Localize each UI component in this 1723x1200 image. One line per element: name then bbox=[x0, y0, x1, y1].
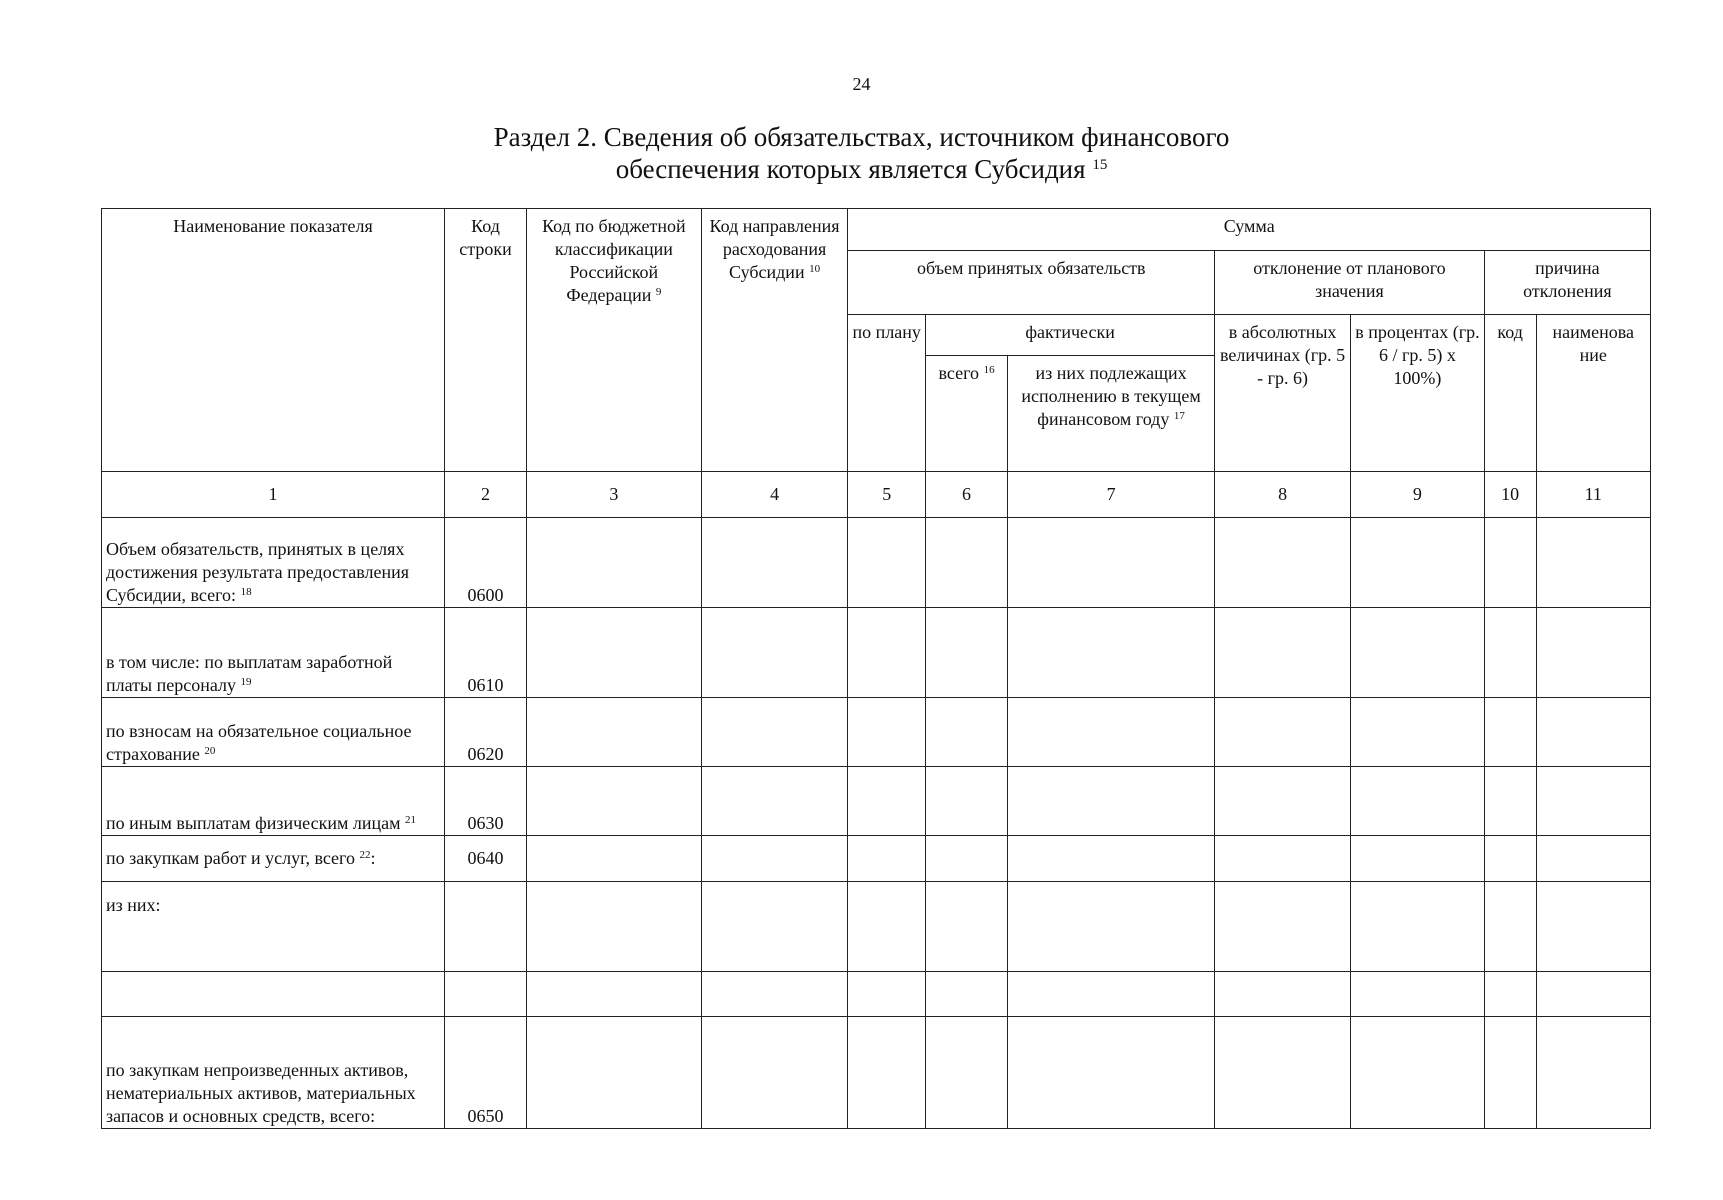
cell[interactable] bbox=[848, 972, 926, 1017]
row-code bbox=[445, 882, 527, 972]
cell[interactable] bbox=[848, 882, 926, 972]
cell[interactable] bbox=[1008, 608, 1215, 698]
cell[interactable] bbox=[1351, 882, 1485, 972]
cell[interactable] bbox=[1484, 882, 1536, 972]
cell[interactable] bbox=[848, 698, 926, 767]
column-number: 2 bbox=[445, 472, 527, 518]
cell[interactable] bbox=[701, 836, 848, 882]
cell[interactable] bbox=[926, 698, 1008, 767]
cell[interactable] bbox=[701, 518, 848, 608]
column-number: 5 bbox=[848, 472, 926, 518]
cell[interactable] bbox=[526, 836, 701, 882]
table-row-empty bbox=[102, 972, 1651, 1017]
cell[interactable] bbox=[1215, 882, 1351, 972]
cell[interactable] bbox=[1008, 698, 1215, 767]
cell[interactable] bbox=[701, 972, 848, 1017]
cell[interactable] bbox=[1008, 836, 1215, 882]
row-code: 0600 bbox=[445, 518, 527, 608]
header-direction-code-footnote: 10 bbox=[809, 263, 821, 275]
row-name-suffix: : bbox=[370, 848, 376, 868]
cell[interactable] bbox=[848, 767, 926, 836]
row-name-text: по взносам на обязательное социальное страхование bbox=[106, 721, 412, 764]
header-indicator-name: Наименование показателя bbox=[102, 209, 445, 472]
cell[interactable] bbox=[1351, 698, 1485, 767]
cell[interactable] bbox=[1484, 518, 1536, 608]
column-number: 8 bbox=[1215, 472, 1351, 518]
cell[interactable] bbox=[1215, 698, 1351, 767]
header-sum: Сумма bbox=[848, 209, 1651, 251]
row-code: 0620 bbox=[445, 698, 527, 767]
header-row-code: Код строки bbox=[445, 209, 527, 472]
section-title-line-1: Раздел 2. Сведения об обязательствах, источником финансового bbox=[493, 122, 1230, 152]
section-title-line-2 bbox=[0, 153, 1723, 185]
table-row-0600 bbox=[102, 518, 1651, 608]
row-name bbox=[102, 972, 445, 1017]
cell[interactable] bbox=[1484, 608, 1536, 698]
cell[interactable] bbox=[1008, 518, 1215, 608]
row-name bbox=[102, 767, 445, 836]
cell[interactable] bbox=[1536, 972, 1650, 1017]
cell[interactable] bbox=[926, 882, 1008, 972]
obligations-table bbox=[101, 208, 1651, 1129]
header-of-them-text: из них подлежащих исполнению в текущем финансовом году bbox=[1021, 363, 1201, 429]
table-row-0650 bbox=[102, 1017, 1651, 1129]
cell[interactable] bbox=[526, 1017, 701, 1129]
cell[interactable] bbox=[1008, 972, 1215, 1017]
cell[interactable] bbox=[1536, 608, 1650, 698]
header-percent: в процентах (гр. 6 / гр. 5) x 100%) bbox=[1351, 315, 1485, 472]
header-of-them bbox=[1008, 356, 1215, 472]
row-name-text: Объем обязательств, принятых в целях достижения результата предоставления Субсидии, всего: bbox=[106, 539, 410, 605]
cell[interactable] bbox=[1351, 608, 1485, 698]
header-direction-code bbox=[701, 209, 848, 472]
cell[interactable] bbox=[526, 698, 701, 767]
cell[interactable] bbox=[1008, 882, 1215, 972]
row-footnote: 20 bbox=[204, 745, 216, 757]
row-code: 0630 bbox=[445, 767, 527, 836]
cell[interactable] bbox=[1484, 972, 1536, 1017]
row-footnote: 18 bbox=[240, 586, 252, 598]
section-title bbox=[0, 121, 1723, 185]
cell[interactable] bbox=[1351, 1017, 1485, 1129]
column-number: 9 bbox=[1351, 472, 1485, 518]
column-number: 11 bbox=[1536, 472, 1650, 518]
header-absolute: в абсолютных величинах (гр. 5 - гр. 6) bbox=[1215, 315, 1351, 472]
page-number: 24 bbox=[852, 74, 871, 94]
cell[interactable] bbox=[701, 767, 848, 836]
cell[interactable] bbox=[526, 767, 701, 836]
table-row-0630 bbox=[102, 767, 1651, 836]
cell[interactable] bbox=[1484, 1017, 1536, 1129]
row-name bbox=[102, 698, 445, 767]
header-by-plan: по плану bbox=[848, 315, 926, 472]
cell[interactable] bbox=[701, 698, 848, 767]
cell[interactable] bbox=[1351, 767, 1485, 836]
column-number: 4 bbox=[701, 472, 848, 518]
header-budget-code bbox=[526, 209, 701, 472]
cell[interactable] bbox=[1008, 767, 1215, 836]
cell[interactable] bbox=[1484, 767, 1536, 836]
section-title-line-2-text: обеспечения которых является Субсидия bbox=[615, 154, 1086, 184]
cell[interactable] bbox=[1536, 767, 1650, 836]
cell[interactable] bbox=[1215, 518, 1351, 608]
cell[interactable] bbox=[926, 1017, 1008, 1129]
header-deviation: отклонение от планового значения bbox=[1215, 251, 1485, 315]
header-total-text: всего bbox=[938, 363, 980, 383]
cell[interactable] bbox=[848, 518, 926, 608]
header-total bbox=[926, 356, 1008, 472]
cell[interactable] bbox=[526, 608, 701, 698]
header-reason: причина отклонения bbox=[1484, 251, 1650, 315]
cell[interactable] bbox=[1484, 836, 1536, 882]
table-row-of-them bbox=[102, 882, 1651, 972]
row-name bbox=[102, 836, 445, 882]
cell[interactable] bbox=[526, 972, 701, 1017]
cell[interactable] bbox=[1215, 972, 1351, 1017]
cell[interactable] bbox=[1215, 608, 1351, 698]
table-row-0620 bbox=[102, 698, 1651, 767]
row-name: из них: bbox=[102, 882, 445, 972]
cell[interactable] bbox=[1351, 836, 1485, 882]
row-name: по закупкам непроизведенных активов, нематериальных активов, материальных запасов и основных средств, всего: bbox=[102, 1017, 445, 1129]
cell[interactable] bbox=[926, 972, 1008, 1017]
column-number: 10 bbox=[1484, 472, 1536, 518]
cell[interactable] bbox=[1351, 972, 1485, 1017]
cell[interactable] bbox=[1536, 1017, 1650, 1129]
section-title-footnote: 15 bbox=[1092, 157, 1108, 173]
column-number: 6 bbox=[926, 472, 1008, 518]
cell[interactable] bbox=[1215, 836, 1351, 882]
row-footnote: 21 bbox=[405, 814, 416, 826]
cell[interactable] bbox=[926, 836, 1008, 882]
header-reason-code: код bbox=[1484, 315, 1536, 472]
row-name-text: в том числе: по выплатам заработной платы персоналу bbox=[106, 652, 393, 695]
cell[interactable] bbox=[1215, 1017, 1351, 1129]
column-number: 1 bbox=[102, 472, 445, 518]
cell[interactable] bbox=[701, 1017, 848, 1129]
cell[interactable] bbox=[1351, 518, 1485, 608]
table-row-0640 bbox=[102, 836, 1651, 882]
row-name bbox=[102, 518, 445, 608]
cell[interactable] bbox=[926, 608, 1008, 698]
header-budget-code-footnote: 9 bbox=[655, 286, 662, 298]
cell[interactable] bbox=[1536, 698, 1650, 767]
cell[interactable] bbox=[1008, 1017, 1215, 1129]
row-name-text: по иным выплатам физическим лицам bbox=[106, 813, 401, 833]
column-number: 7 bbox=[1008, 472, 1215, 518]
cell[interactable] bbox=[526, 518, 701, 608]
row-code: 0650 bbox=[445, 1017, 527, 1129]
header-accepted-volume: объем принятых обязательств bbox=[848, 251, 1215, 315]
cell[interactable] bbox=[1536, 836, 1650, 882]
cell[interactable] bbox=[1484, 698, 1536, 767]
cell[interactable] bbox=[1536, 518, 1650, 608]
cell[interactable] bbox=[848, 836, 926, 882]
row-name-text: по закупкам работ и услуг, всего bbox=[106, 848, 355, 868]
row-footnote: 22 bbox=[359, 849, 371, 861]
header-of-them-footnote: 17 bbox=[1173, 410, 1185, 422]
cell[interactable] bbox=[1536, 882, 1650, 972]
cell[interactable] bbox=[926, 767, 1008, 836]
cell[interactable] bbox=[701, 882, 848, 972]
header-reason-name: наименова ние bbox=[1536, 315, 1650, 472]
row-code: 0640 bbox=[445, 836, 527, 882]
cell[interactable] bbox=[1215, 767, 1351, 836]
cell[interactable] bbox=[848, 608, 926, 698]
row-code bbox=[445, 972, 527, 1017]
header-direction-code-text: Код направления расходования Субсидии bbox=[709, 216, 840, 282]
cell[interactable] bbox=[526, 882, 701, 972]
header-total-footnote: 16 bbox=[983, 364, 995, 376]
header-budget-code-text: Код по бюджетной классификации Российской Федерации bbox=[542, 216, 686, 305]
row-footnote: 19 bbox=[240, 676, 252, 688]
table-row-0610 bbox=[102, 608, 1651, 698]
cell[interactable] bbox=[848, 1017, 926, 1129]
cell[interactable] bbox=[926, 518, 1008, 608]
cell[interactable] bbox=[701, 608, 848, 698]
column-number: 3 bbox=[526, 472, 701, 518]
row-name bbox=[102, 608, 445, 698]
row-code: 0610 bbox=[445, 608, 527, 698]
header-actual: фактически bbox=[926, 315, 1215, 356]
